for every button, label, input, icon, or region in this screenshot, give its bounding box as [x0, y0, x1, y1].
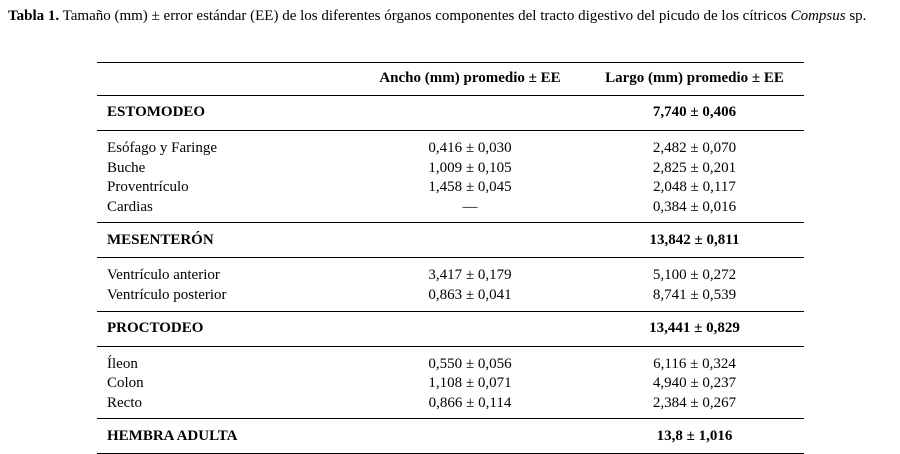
organ-width: 0,550 ± 0,056 — [355, 346, 585, 374]
section-total: 13,441 ± 0,829 — [585, 311, 804, 346]
footer-row-hembra-adulta — [97, 419, 804, 454]
table-row — [97, 159, 804, 179]
header-length: Largo (mm) promedio ± EE — [585, 63, 804, 96]
section-row-estomodeo — [97, 96, 804, 131]
table-caption — [8, 7, 892, 25]
footer-total: 13,8 ± 1,016 — [585, 419, 804, 454]
organ-length: 2,825 ± 0,201 — [652, 159, 737, 176]
section-row-mesenteron — [97, 223, 804, 258]
table-row — [97, 258, 804, 286]
section-title: MESENTERÓN — [97, 223, 355, 258]
caption-suffix: sp. — [849, 8, 867, 24]
organ-name: Esófago y Faringe — [97, 131, 355, 159]
section-total: 13,842 ± 0,811 — [585, 223, 804, 258]
organ-width: 0,416 ± 0,030 — [355, 131, 585, 159]
organ-length: 6,116 ± 0,324 — [585, 346, 804, 374]
caption-text: Tamaño (mm) ± error estándar (EE) de los diferentes órganos componentes del tracto digestivo del picudo de los cítricos — [62, 8, 787, 24]
header-name — [97, 63, 355, 96]
organ-name: Íleon — [97, 346, 355, 374]
organ-name: Ventrículo anterior — [97, 258, 355, 286]
organ-length: 5,100 ± 0,272 — [585, 258, 804, 286]
table-row — [97, 374, 804, 394]
organ-width: 1,458 ± 0,045 — [428, 179, 512, 196]
digestive-tract-table — [97, 62, 804, 454]
header-width: Ancho (mm) promedio ± EE — [355, 63, 585, 96]
organ-name: Recto — [107, 394, 142, 411]
organ-name: Ventrículo posterior — [107, 286, 227, 303]
section-row-proctodeo — [97, 311, 804, 346]
table-header-row — [97, 63, 804, 96]
organ-name: Buche — [107, 159, 146, 176]
section-title: ESTOMODEO — [97, 96, 355, 131]
organ-name: Proventrículo — [107, 179, 189, 196]
caption-species: Compsus — [790, 8, 846, 24]
organ-width: 3,417 ± 0,179 — [355, 258, 585, 286]
section-total: 7,740 ± 0,406 — [585, 96, 804, 131]
organ-name: Cardias — [107, 198, 153, 215]
organ-width: 1,108 ± 0,071 — [428, 375, 512, 392]
organ-length: 2,048 ± 0,117 — [653, 179, 736, 196]
organ-width: 1,009 ± 0,105 — [428, 159, 512, 176]
table-row — [97, 394, 804, 419]
table-row — [97, 131, 804, 159]
table-row — [97, 346, 804, 374]
organ-length: 4,940 ± 0,237 — [652, 375, 737, 392]
organ-width: 0,863 ± 0,041 — [428, 286, 512, 303]
table-row — [97, 198, 804, 223]
organ-length: 2,384 ± 0,267 — [652, 394, 737, 411]
organ-length: 0,384 ± 0,016 — [652, 198, 737, 215]
organ-length: 8,741 ± 0,539 — [652, 286, 737, 303]
organ-width: 0,866 ± 0,114 — [428, 394, 512, 411]
organ-name: Colon — [107, 375, 144, 392]
caption-label: Tabla 1. — [8, 8, 60, 24]
footer-title: HEMBRA ADULTA — [97, 419, 355, 454]
organ-length: 2,482 ± 0,070 — [585, 131, 804, 159]
organ-width: — — [462, 198, 478, 215]
section-title: PROCTODEO — [97, 311, 355, 346]
table-row — [97, 178, 804, 198]
table-row — [97, 286, 804, 311]
